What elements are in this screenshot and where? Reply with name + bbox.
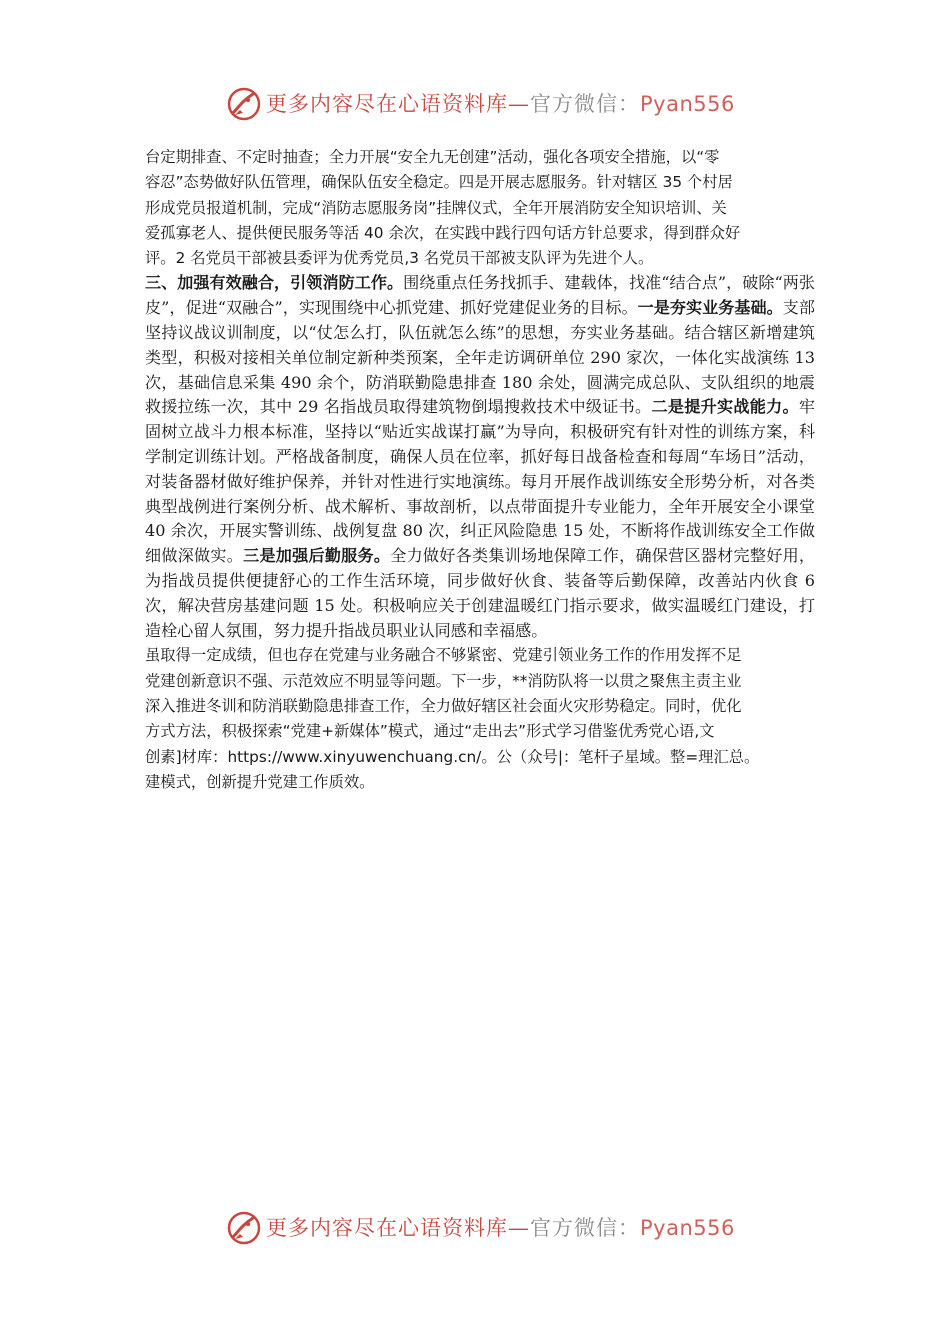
text-line: 虽取得一定成绩，但也存在党建与业务融合不够紧密、党建引领业务工作的作用发挥不足 (145, 646, 742, 665)
paragraph-next-steps (145, 643, 815, 795)
pen-logo-icon (226, 1210, 262, 1246)
paragraph-integration (145, 271, 815, 643)
text-line: 形成党员报道机制，完成“消防志愿服务岗”挂牌仪式，全年开展消防安全知识培训、关 (145, 198, 727, 217)
text-line: 台定期排查、不定时抽查；全力开展“安全九无创建”活动，强化各项安全措施，以“零 (145, 148, 720, 166)
section-intro: 围绕重点任务找抓手、建载体，找准“结合点”，破除“两张皮”，促进“双融合”，实现围绕中心抓党建、抓好党建促业务的目标。 (145, 273, 816, 318)
text-line: 容忍”态势做好队伍管理，确保队伍安全稳定。四是开展志愿服务。针对辖区 35 个村居 (145, 173, 733, 192)
subtext-combat-capability: 牢固树立战斗力根本标准，坚持以“贴近实战谋打赢”为导向，积极研究有针对性的训练方案，科学制定训练计划。严格战备制度，确保人员在位率，抓好每日战备检查和每周“车场日”活动，对装备器材做好维护保养，并针对性进行实地演练。每月开展作战训练安全形势分析，对各类典型战例进行案例分析、战术解析、事故剖析，以点带面提升专业能力，全年开展安全小课堂 40 余次，开展实警训练、战例复盘 80 次，纠正风险隐患 15 处，不断将作战训练安全工作做细做深做实。 (145, 397, 816, 566)
text-line: 爱孤寡老人、提供便民服务等活 40 余次，在实践中践行四句话方针总要求，得到群众好 (145, 223, 741, 242)
paragraph-volunteer-service (145, 145, 815, 271)
watermark-text: 更多内容尽在心语资料库—官方微信：Pyan556 (266, 1216, 735, 1240)
text-line: 深入推进冬训和防消联勤隐患排查工作，全力做好辖区社会面火灾形势稳定。同时，优化 (145, 697, 742, 716)
text-line: 创素]材库：https://www.xinyuwenchuang.cn/。公（众号|：笔杆子星域。整=理汇总。 (145, 747, 760, 766)
subtext-logistics: 全力做好各类集训场地保障工作，确保营区器材完整好用，为指战员提供便捷舒心的工作生活环境，同步做好伙食、装备等后勤保障，改善站内伙食 6 次，解决营房基建问题 15 处。积极响应关于创建温暖红门指示要求，做实温暖红门建设，打造栓心留人氛围，努力提升指战员职业认同感和幸福感。 (145, 546, 816, 640)
subheading-business-foundation: 一是夯实业务基础。 (637, 298, 783, 318)
footer-watermark (0, 1208, 950, 1248)
section-heading: 三、加强有效融合，引领消防工作。 (145, 273, 404, 293)
pen-logo-icon (226, 86, 262, 122)
text-line: 评。2 名党员干部被县委评为优秀党员,3 名党员干部被支队评为先进个人。 (145, 249, 654, 268)
subheading-combat-capability: 二是提升实战能力。 (651, 397, 799, 417)
text-line: 党建创新意识不强、示范效应不明显等问题。下一步，**消防队将一以贯之聚焦主责主业 (145, 671, 742, 690)
document-body (145, 145, 815, 795)
watermark-text: 更多内容尽在心语资料库—官方微信：Pyan556 (266, 92, 735, 116)
subtext-business-foundation: 支部坚持议战议训制度，以“仗怎么打，队伍就怎么练”的思想，夯实业务基础。结合辖区新增建筑类型，积极对接相关单位制定新种类预案，全年走访调研单位 290 家次，一体化实战演练 13 次，基础信息采集 490 余个，防消联勤隐患排查 180 余处，圆满完成总队、支队组织的地震救援拉练一次，其中 29 名指战员取得建筑物倒塌搜救技术中级证书。 (145, 298, 816, 417)
subheading-logistics: 三是加强后勤服务。 (243, 546, 391, 566)
header-watermark (0, 84, 950, 124)
text-line: 建模式，创新提升党建工作质效。 (145, 772, 375, 791)
text-line: 方式方法，积极探索“党建+新媒体”模式，通过“走出去”形式学习借鉴优秀党心语,文 (145, 722, 715, 741)
